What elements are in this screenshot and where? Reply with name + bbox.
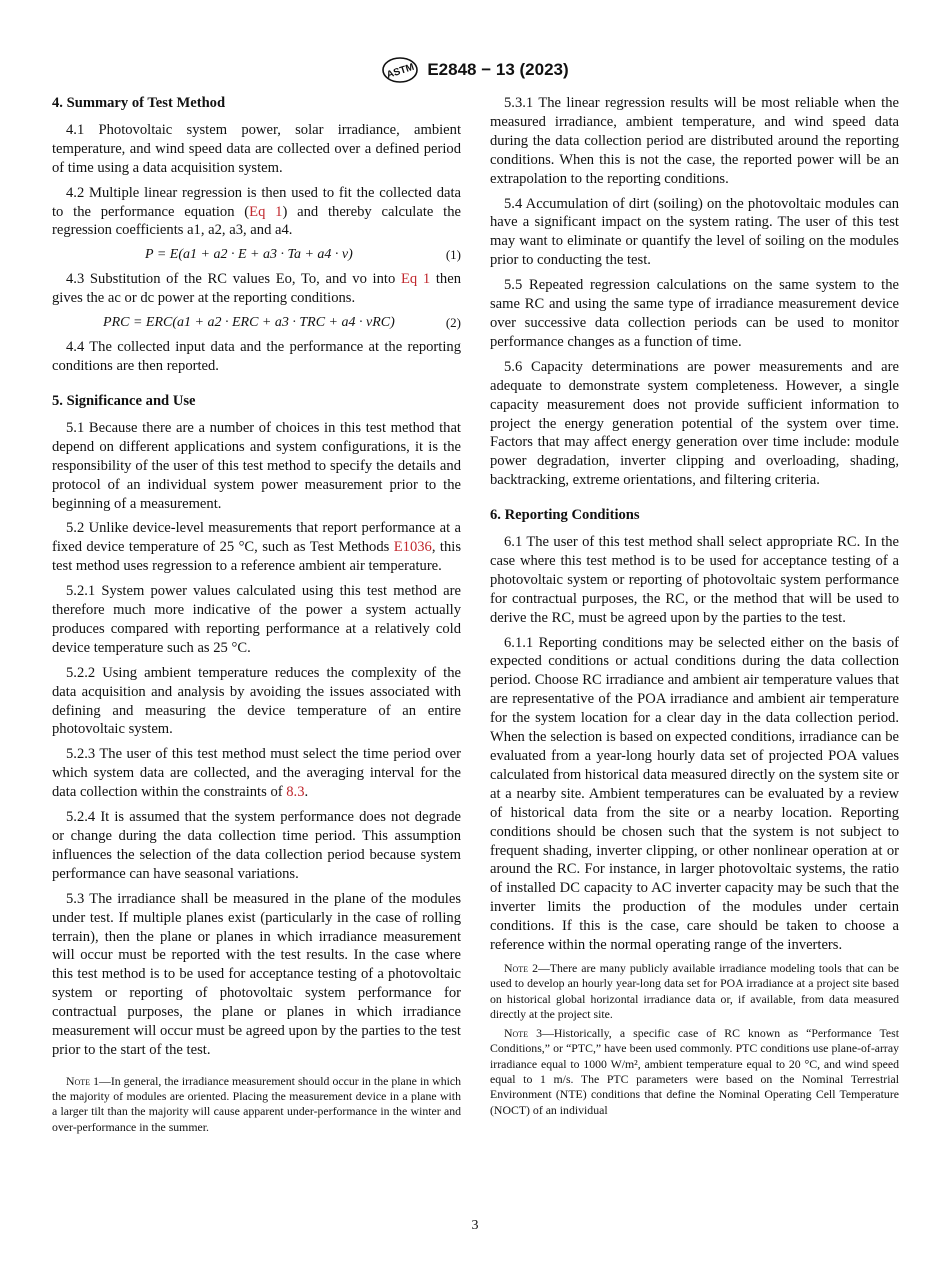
para-5-2-3: 5.2.3 The user of this test method must select the time period over which system data are collected, and the averaging interval for the data collection within the constraints of 8.3.	[52, 746, 461, 801]
para-5-1: 5.1 Because there are a number of choices in this test method that depend on different applications and system configurations, it is the responsibility of the user of this test method to specify the details and protocol of an individual system power measurement prior to the beginning of a measurement.	[52, 419, 461, 512]
note-3: Note 3—Historically, a specific case of RC known as “Performance Test Conditions,” or “PTC,” have been used commonly. PTC conditions use plane-of-array irradiance equal to 1000 W/m², ambient temperature equal to 20 °C, and wind speed equal to 1 m/s. The PTC parameters were based on the Nominal Terrestrial Environment (NTE) conditions that define the Nominal Operating Cell Temperature (NOCT) of an individual	[490, 1026, 899, 1117]
astm-logo-icon	[381, 56, 419, 84]
equation-1-number: (1)	[445, 247, 461, 263]
para-6-1: 6.1 The user of this test method shall select appropriate RC. In the case where this test method is to be used for acceptance testing of a photovoltaic system or reporting of photovoltaic system performance for contractual purposes, the RC, or the method that will be used to derive the RC, must be agreed upon by the parties to the test.	[490, 534, 899, 626]
para-5-3: 5.3 The irradiance shall be measured in the plane of the modules under test. If multiple planes exist (particularly in the case of rolling terrain), then the plane or planes in which irradiance measurement will occur must be reported with the test results. In the case where this test method is to be used for acceptance testing of a photovoltaic system or reporting of photovoltaic system performance for contractual purposes, the plane or planes in which irradiance measurement will occur must be agreed upon by the parties to the test prior to the start of the test.	[52, 890, 461, 1058]
para-4-1: 4.1 Photovoltaic system power, solar irradiance, ambient temperature, and wind speed data are collected over a defined period of time using a data acquisition system.	[52, 121, 461, 176]
equation-2-number: (2)	[445, 315, 461, 331]
e1036-link[interactable]: E1036	[393, 539, 432, 556]
astm-logo-text: ASTM	[385, 61, 416, 82]
para-5-5: 5.5 Repeated regression calculations on the same system to the same RC and using the same type of irradiance measurement device over successive data collection periods can be used to monitor performance changes as a function of time.	[490, 277, 899, 350]
equation-2-body: PRC = ERC(a1 + a2 · ERC + a3 · TRC + a4 · vRC)	[103, 315, 395, 331]
eq1-link-2[interactable]: Eq 1	[400, 271, 431, 288]
section-8-3-link[interactable]: 8.3	[286, 784, 305, 801]
equation-1	[52, 246, 461, 264]
para-5-2-1: 5.2.1 System power values calculated using this test method are therefore much more indicative of the power a system actually produces compared with reporting performance at a relatively cold device temperature such as 25 °C.	[52, 583, 461, 656]
para-4-3: 4.3 Substitution of the RC values Eo, To, and vo into Eq 1 then gives the ac or dc power at the reporting conditions.	[52, 271, 461, 307]
eq1-link[interactable]: Eq 1	[249, 203, 283, 220]
section-4-title: 4. Summary of Test Method	[52, 95, 226, 111]
para-5-2-4: 5.2.4 It is assumed that the system performance does not degrade or change during the data collection time period. This assumption influences the selection of the data collection period because system performance can have seasonal variations.	[52, 809, 461, 882]
para-5-4: 5.4 Accumulation of dirt (soiling) on the photovoltaic modules can have a significant impact on the system rating. The user of this test may want to eliminate or quantify the level of soiling on the modules prior to conducting the test.	[490, 195, 899, 269]
right-column	[490, 94, 899, 1122]
section-5-title: 5. Significance and Use	[52, 392, 196, 409]
note-2: Note 2—There are many publicly available irradiance modeling tools that can be used to develop an hourly year-long data set for POA irradiance at a project site based on historical global horizontal irradiance data or, if available, from data measured directly at the project site.	[490, 960, 900, 1021]
equation-2	[52, 314, 461, 332]
para-5-2: 5.2 Unlike device-level measurements that report performance at a fixed device temperature of 25 °C, such as Test Methods E1036, this test method uses regression to a reference ambient air temperature.	[52, 520, 461, 575]
para-5-3-1: 5.3.1 The linear regression results will be most reliable when the measured irradiance, ambient temperature, and wind speed data during the data collection period are distributed around the reporting conditions. When this is not the case, the reported power will be an extrapolation to the reporting conditions.	[490, 95, 899, 187]
left-column	[52, 94, 461, 1139]
note-1: Note 1—In general, the irradiance measurement should occur in the plane in which the majority of modules are oriented. Placing the measurement device in a plane with a larger tilt than the majority will cause apparent under-performance in the winter and over-performance in the summer.	[52, 1073, 461, 1134]
page-header	[0, 56, 950, 84]
para-6-1-1: 6.1.1 Reporting conditions may be selected either on the basis of expected conditions or actual conditions during the data collection period. Choose RC irradiance and ambient air temperature values that are representative of the POA irradiance and ambient air temperature for the system location for a clear day in the data collection period. When the selection is based on expected conditions, irradiance can be evaluated from a year-long hourly data set of projected POA values calculated from historical data measured directly on the system site or at a nearby site. Ambient temperatures can be evaluated by a review of historical data from the site or a nearby location. Reporting conditions should be chosen such that the system is not subject to frequent shading, inverter clipping, or other nonlinear operation at or around the RC. For instance, in larger photovoltaic systems, the ratio of installed DC capacity to AC inverter capacity may be such that the inverter limits the production of the modules under certain conditions. If this is the case, care should be taken to choose a reference within the normal operating range of the inverters.	[490, 634, 899, 954]
para-4-4: 4.4 The collected input data and the performance at the reporting conditions are then reported.	[52, 339, 461, 375]
para-5-6: 5.6 Capacity determinations are power measurements and are adequate to demonstrate system completeness. However, a single capacity measurement does not provide sufficient information to project the energy generation potential of the system over time. Factors that may affect energy generation over time include: module power degradation, inverter clipping and overloading, shading, backtracking, extreme orientations, and filtering criteria.	[490, 358, 899, 489]
equation-1-body: P = E(a1 + a2 · E + a3 · Ta + a4 · v)	[145, 247, 353, 263]
para-5-2-2: 5.2.2 Using ambient temperature reduces the complexity of the data acquisition and analysis by avoiding the issues associated with defining and measuring the device temperature of an entire photovoltaic system.	[52, 664, 461, 738]
para-4-2: 4.2 Multiple linear regression is then used to fit the collected data to the performance equation (Eq 1) and thereby calculate the regression coefficients a1, a2, a3, and a4.	[52, 184, 461, 239]
section-6-title: 6. Reporting Conditions	[490, 507, 640, 524]
document-id: E2848 − 13 (2023)	[427, 60, 569, 79]
page-number: 3	[471, 1218, 479, 1233]
